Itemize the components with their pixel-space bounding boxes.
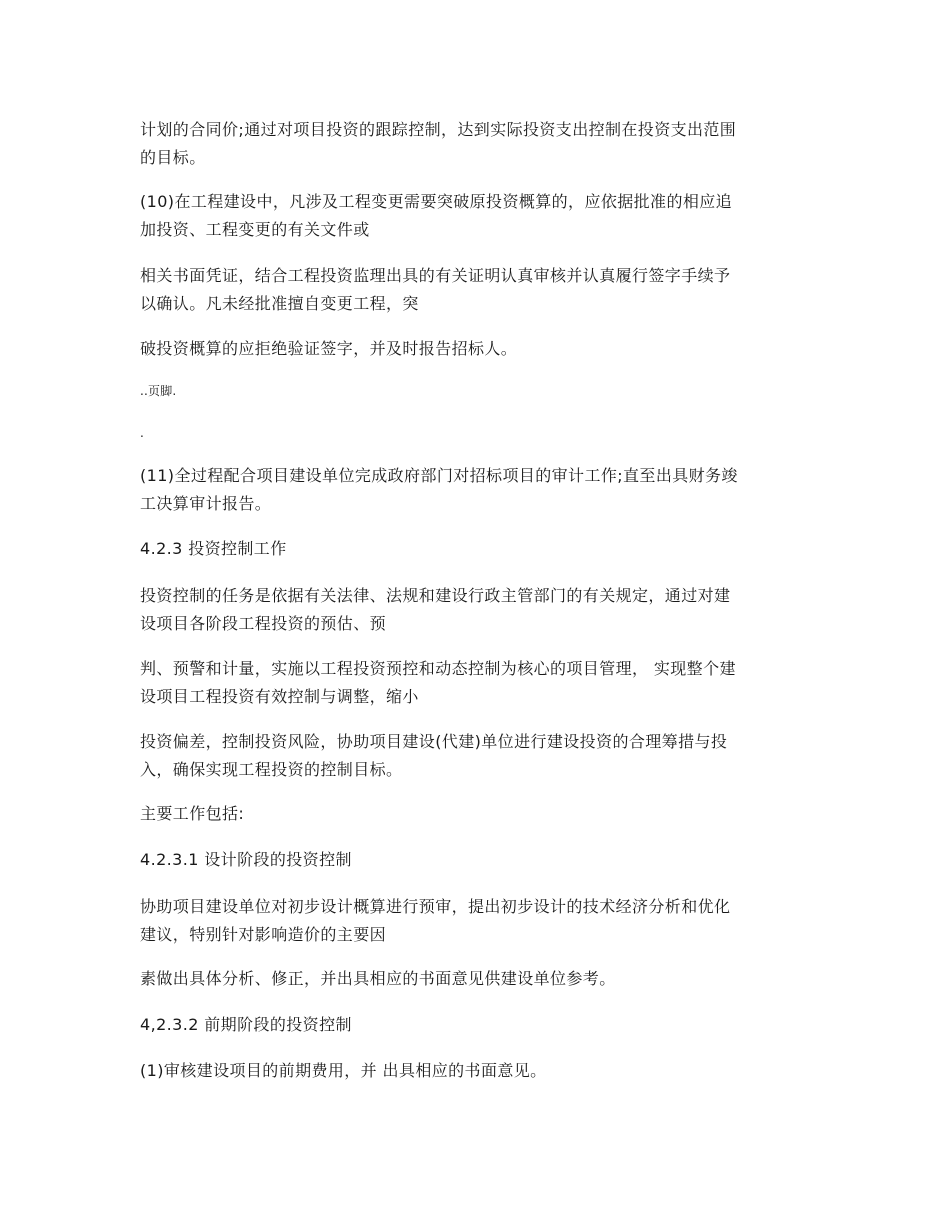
paragraph-task-description [140,582,812,638]
paragraph-investment-deviation [140,728,812,784]
paragraph-item-11 [140,462,812,518]
page-footer [140,383,812,399]
section-heading-4-2-3-2 [140,1011,812,1039]
paragraph-analysis-revision [140,965,812,993]
heading-text: 4,2.3.2 前期阶段的投资控制 [140,1015,352,1034]
text-line: 加投资、工程变更的有关文件或 [140,220,370,239]
paragraph-item-1 [140,1057,812,1085]
text-line: 主要工作包括: [140,804,245,823]
text-line: 判、预警和计量，实施以工程投资预控和动态控制为核心的项目管理， 实现整个建 [140,659,736,678]
text-line: 以确认。凡未经批准擅自变更工程，突 [140,294,419,313]
text-line: 入，确保实现工程投资的控制目标。 [140,760,403,779]
heading-text: 4.2.3 投资控制工作 [140,539,287,558]
paragraph-contract-price [140,116,812,172]
section-heading-4-2-3-1 [140,846,812,874]
text-line: 的目标。 [140,148,206,167]
paragraph-design-estimate [140,893,812,949]
text-line: 素做出具体分析、修正，并出具相应的书面意见供建设单位参考。 [140,969,616,988]
paragraph-forecast-warning [140,655,812,711]
text-line: 计划的合同价;通过对项目投资的跟踪控制，达到实际投资支出控制在投资支出范围 [140,120,737,139]
heading-text: 4.2.3.1 设计阶段的投资控制 [140,850,352,869]
paragraph-main-work [140,800,812,828]
text-line: (11)全过程配合项目建设单位完成政府部门对招标项目的审计工作;直至出具财务竣 [140,466,738,485]
text-line: 相关书面凭证，结合工程投资监理出具的有关证明认真审核并认真履行签字手续予 [140,266,731,285]
text-line: (1)审核建设项目的前期费用，并 出具相应的书面意见。 [140,1061,547,1080]
text-line: 建议，特别针对影响造价的主要因 [140,925,387,944]
text-line: 破投资概算的应拒绝验证签字，并及时报告招标人。 [140,339,518,358]
text-line: 设项目各阶段工程投资的预估、预 [140,614,387,633]
paragraph-written-evidence [140,262,812,318]
section-heading-4-2-3 [140,535,812,563]
text-line: 设项目工程投资有效控制与调整，缩小 [140,687,419,706]
page-header-dot [140,425,812,441]
text-line: 投资控制的任务是依据有关法律、法规和建设行政主管部门的有关规定，通过对建 [140,586,731,605]
paragraph-item-10 [140,188,812,244]
header-text: . [140,426,145,440]
footer-text: ..页脚. [140,384,177,398]
text-line: 投资偏差，控制投资风险，协助项目建设(代建)单位进行建设投资的合理筹措与投 [140,732,728,751]
text-line: (10)在工程建设中，凡涉及工程变更需要突破原投资概算的，应依据批准的相应追 [140,192,733,211]
text-line: 协助项目建设单位对初步设计概算进行预审，提出初步设计的技术经济分析和优化 [140,897,731,916]
paragraph-reject-signature [140,335,812,363]
text-line: 工决算审计报告。 [140,494,272,513]
